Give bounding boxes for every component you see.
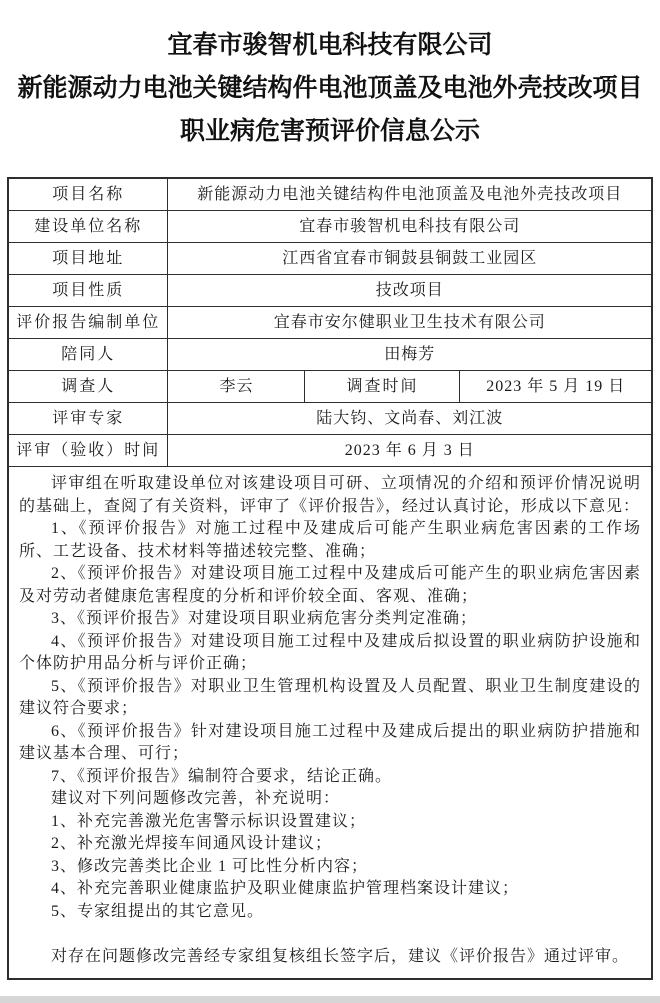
opinion-revision: 4、补充完善职业健康监护及职业健康监护管理档案设计建议； xyxy=(50,880,519,897)
review-opinion-cell xyxy=(8,467,652,980)
opinion-revision: 5、专家组提出的其它意见。 xyxy=(50,902,264,920)
opinion-finding: 5、《预评价报告》对职业卫生管理机构设置及人员配置、职业卫生制度建设的建议符合要求； xyxy=(18,677,642,717)
construction-unit-label: 建设单位名称 xyxy=(8,211,168,243)
page-bottom-edge xyxy=(0,996,660,1003)
row-review-opinion xyxy=(8,467,652,980)
opinion-finding: 1、《预评价报告》对施工过程中及建成后可能产生职业病危害因素的工作场所、工艺设备、技术材料等描述较完整、准确； xyxy=(18,520,642,560)
row-project-name xyxy=(8,178,652,211)
row-review-experts xyxy=(8,403,652,435)
opinion-revision-header: 建议对下列问题修改完善，补充说明： xyxy=(50,790,340,807)
accompanying-person-label: 陪同人 xyxy=(8,339,168,371)
survey-time-label: 调查时间 xyxy=(305,371,460,403)
opinion-revision: 1、补充完善激光危害警示标识设置建议； xyxy=(50,812,366,830)
opinion-finding: 3、《预评价报告》对建设项目职业病危害分类判定准确； xyxy=(50,610,477,627)
construction-unit-value: 宜春市骏智机电科技有限公司 xyxy=(168,211,652,243)
accompanying-person-value: 田梅芳 xyxy=(168,339,652,371)
surveyor-label: 调查人 xyxy=(8,371,168,403)
opinion-finding: 4、《预评价报告》对建设项目施工过程中及建成后拟设置的职业病防护设施和个体防护用品分析与评价正确； xyxy=(18,632,642,672)
project-address-value: 江西省宜春市铜鼓县铜鼓工业园区 xyxy=(168,243,652,275)
opinion-finding: 7、《预评价报告》编制符合要求，结论正确。 xyxy=(50,767,392,785)
opinion-revision: 2、补充激光焊接车间通风设计建议； xyxy=(50,835,332,852)
title-line-company: 宜春市骏智机电科技有限公司 xyxy=(167,32,493,59)
review-time-label: 评审（验收）时间 xyxy=(8,435,168,467)
opinion-revision: 3、修改完善类比企业 1 可比性分析内容； xyxy=(50,857,368,875)
review-time-value: 2023 年 6 月 3 日 xyxy=(168,435,652,467)
review-experts-value: 陆大钧、文尚春、刘江波 xyxy=(168,403,652,435)
row-construction-unit xyxy=(8,211,652,243)
info-table xyxy=(7,177,653,980)
row-accompanying-person xyxy=(8,339,652,371)
project-name-label: 项目名称 xyxy=(8,178,168,211)
title-line-subject: 新能源动力电池关键结构件电池顶盖及电池外壳技改项目职业病危害预评价信息公示 xyxy=(17,75,643,145)
row-project-nature xyxy=(8,275,652,307)
opinion-finding: 6、《预评价报告》针对建设项目施工过程中及建成后提出的职业病防护措施和建议基本合理、可行； xyxy=(18,722,642,762)
opinion-conclusion: 对存在问题修改完善经专家组复核组长签字后，建议《评价报告》通过评审。 xyxy=(50,947,629,965)
opinion-finding: 2、《预评价报告》对建设项目施工过程中及建成后可能产生的职业病危害因素及对劳动者健康危害程度的分析和评价较全面、客观、准确； xyxy=(18,565,642,605)
report-compiler-value: 宜春市安尔健职业卫生技术有限公司 xyxy=(168,307,652,339)
surveyor-value: 李云 xyxy=(168,371,305,403)
survey-time-value: 2023 年 5 月 19 日 xyxy=(460,371,652,403)
project-nature-label: 项目性质 xyxy=(8,275,168,307)
opinion-intro: 评审组在听取建设单位对该建设项目可研、立项情况的介绍和预评价情况说明的基础上，查阅了有关资料，评审了《评价报告》，经过认真讨论，形成以下意见： xyxy=(18,475,642,515)
row-surveyor xyxy=(8,371,652,403)
row-review-time xyxy=(8,435,652,467)
report-compiler-label: 评价报告编制单位 xyxy=(8,307,168,339)
page-title xyxy=(14,24,646,153)
row-report-compiler xyxy=(8,307,652,339)
project-nature-value: 技改项目 xyxy=(168,275,652,307)
project-name-value: 新能源动力电池关键结构件电池顶盖及电池外壳技改项目 xyxy=(168,178,652,211)
review-experts-label: 评审专家 xyxy=(8,403,168,435)
row-project-address xyxy=(8,243,652,275)
project-address-label: 项目地址 xyxy=(8,243,168,275)
